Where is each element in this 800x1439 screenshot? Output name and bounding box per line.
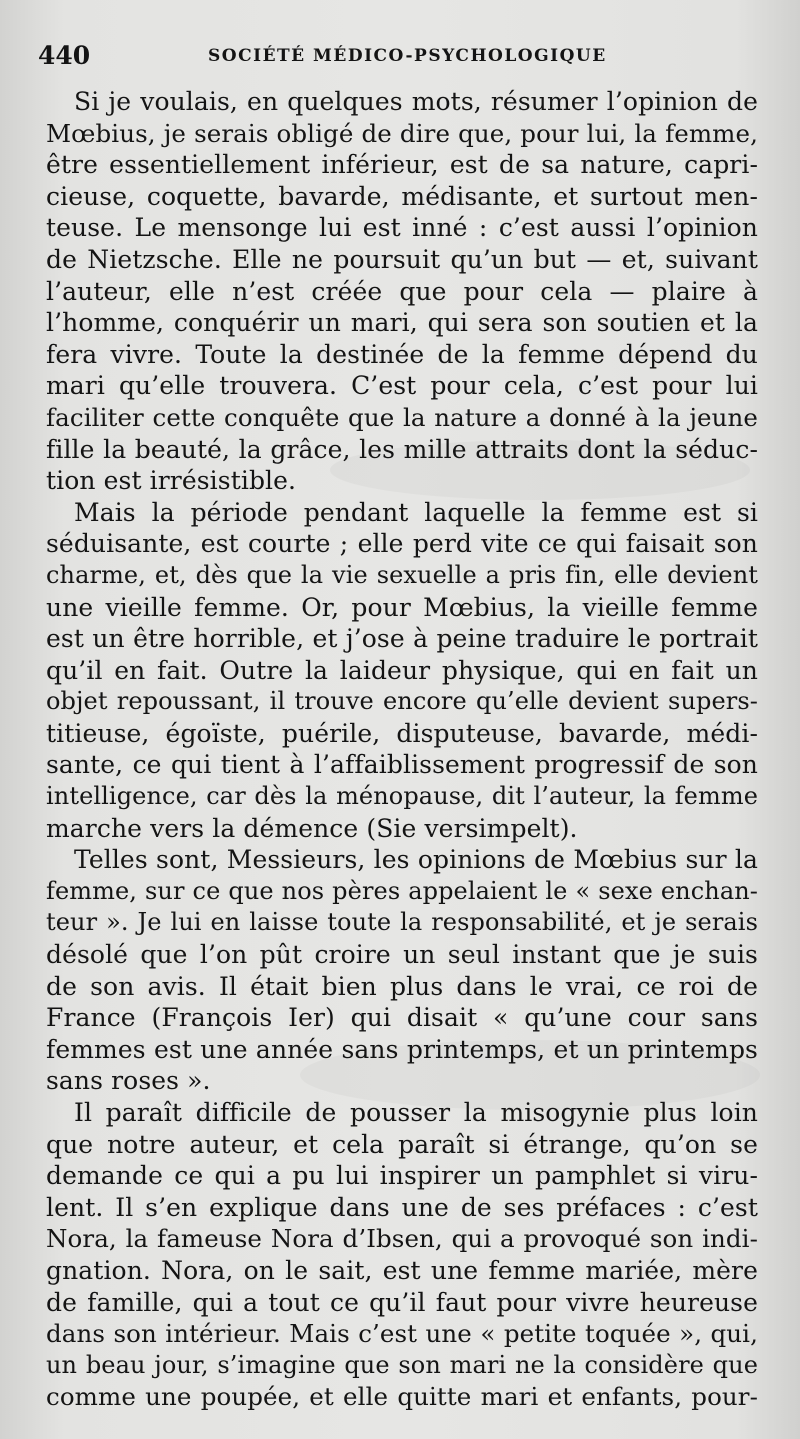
text-line: charme, et, dès que la vie sexuelle a pris fin, elle devient (46, 560, 758, 589)
text-line: lent. Il s’en explique dans une de ses préfaces : c’est (46, 1192, 758, 1222)
text-line: tion est irrésistible. (46, 466, 297, 496)
text-line: cieuse, coquette, bavarde, médisante, et surtout men- (46, 181, 758, 211)
text-line: Mœbius, je serais obligé de dire que, pour lui, la femme, (46, 118, 758, 148)
text-line: Si je voulais, en quelques mots, résumer l’opinion de (74, 87, 758, 116)
text-line: Mais la période pendant laquelle la femme est si (74, 497, 758, 527)
text-line: Telles sont, Messieurs, les opinions de Mœbius sur la (74, 845, 758, 875)
text-line: objet repoussant, il trouve encore qu’elle devient supers- (46, 687, 758, 716)
text-line: l’auteur, elle n’est créée que pour cela — plaire à (46, 276, 758, 306)
text-line: de Nietzsche. Elle ne poursuit qu’un but — et, suivant (46, 244, 758, 274)
text-line: marche vers la démence (Sie versimpelt). (46, 813, 578, 843)
text-line: Nora, la fameuse Nora d’Ibsen, qui a provoqué son indi- (46, 1224, 758, 1254)
text-line: femmes est une année sans printemps, et un printemps (46, 1034, 758, 1064)
text-line: de famille, qui a tout ce qu’il faut pour vivre heureuse (46, 1287, 758, 1317)
text-line: une vieille femme. Or, pour Mœbius, la vieille femme (46, 592, 758, 622)
text-line: séduisante, est courte ; elle perd vite ce qui faisait son (46, 529, 758, 559)
text-line: mari qu’elle trouvera. C’est pour cela, c’est pour lui (46, 371, 758, 401)
text-line: faciliter cette conquête que la nature a donné à la jeune (46, 402, 758, 432)
text-line: Il paraît difficile de pousser la misogynie plus loin (74, 1098, 758, 1127)
body-text (46, 86, 758, 1413)
text-line: comme une poupée, et elle quitte mari et enfants, pour- (46, 1382, 758, 1412)
text-line: fera vivre. Toute la destinée de la femme dépend du (46, 339, 758, 369)
running-head: SOCIÉTÉ MÉDICO-PSYCHOLOGIQUE (208, 46, 607, 66)
text-line: gnation. Nora, on le sait, est une femme mariée, mère (46, 1255, 758, 1285)
text-line: France (François Ier) qui disait « qu’une cour sans (46, 1003, 758, 1033)
text-line: est un être horrible, et j’ose à peine traduire le portrait (46, 624, 758, 654)
text-line: femme, sur ce que nos pères appelaient le « sexe enchan- (46, 876, 758, 905)
text-line: intelligence, car dès la ménopause, dit l’auteur, la femme (46, 782, 758, 811)
text-line: être essentiellement inférieur, est de sa nature, capri- (46, 150, 758, 180)
text-line: qu’il en fait. Outre la laideur physique, qui en fait un (46, 655, 758, 685)
text-line: demande ce qui a pu lui inspirer un pamphlet si viru- (46, 1161, 758, 1191)
text-line: un beau jour, s’imagine que son mari ne la considère que (46, 1350, 758, 1379)
text-line: que notre auteur, et cela paraît si étrange, qu’on se (46, 1129, 758, 1159)
text-line: sans roses ». (46, 1066, 211, 1096)
text-line: désolé que l’on pût croire un seul instant que je suis (46, 940, 758, 970)
text-line: teur ». Je lui en laisse toute la responsabilité, et je serais (46, 908, 758, 937)
text-line: sante, ce qui tient à l’affaiblissement progressif de son (46, 750, 758, 780)
page-header (38, 38, 762, 74)
text-line: l’homme, conquérir un mari, qui sera son soutien et la (46, 308, 758, 338)
text-line: de son avis. Il était bien plus dans le vrai, ce roi de (46, 971, 758, 1001)
text-line: fille la beauté, la grâce, les mille attraits dont la séduc- (46, 434, 758, 464)
text-line: titieuse, égoïste, puérile, disputeuse, bavarde, médi- (46, 718, 758, 748)
page-number: 440 (38, 41, 91, 70)
text-line: dans son intérieur. Mais c’est une « petite toquée », qui, (46, 1319, 758, 1349)
text-line: teuse. Le mensonge lui est inné : c’est aussi l’opinion (46, 213, 758, 243)
